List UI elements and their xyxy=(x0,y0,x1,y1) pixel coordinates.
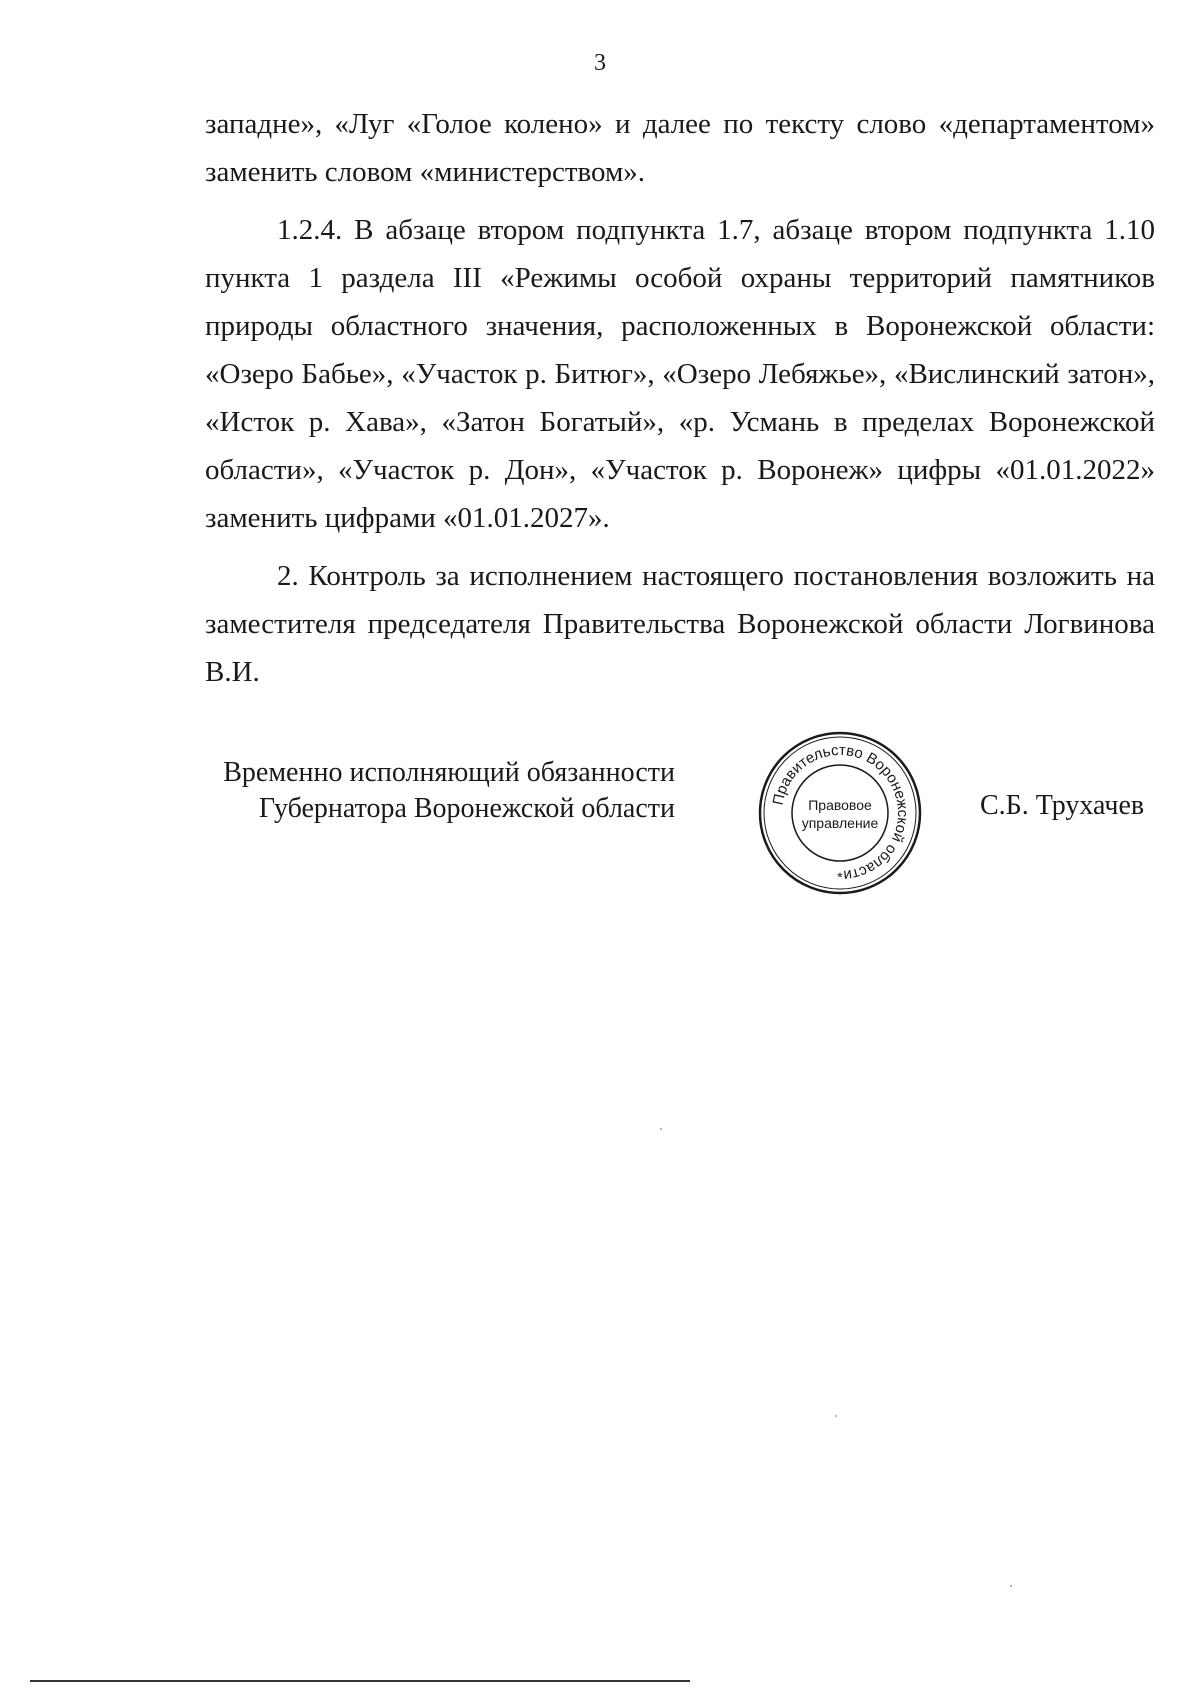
paragraph-1-2-4: 1.2.4. В абзаце втором подпункта 1.7, абзаце втором подпункта 1.10 пункта 1 раздела III «Режимы особой охраны территорий памятников природы областного значения, расположенных в Воронежской области: «Озеро Бабье», «Участок р. Битюг», «Озеро Лебяжье», «Вислинский затон», «Исток р. Хава», «Затон Богатый», «р. Усмань в пределах Воронежской области», «Участок р. Дон», «Участок р. Воронеж» цифры «01.01.2022» заменить цифрами «01.01.2027». xyxy=(205,214,1155,534)
seal-center-line2: управление xyxy=(801,815,879,831)
document-body xyxy=(205,100,1155,706)
signatory-title-line2: Губернатора Воронежской области xyxy=(258,793,675,824)
official-seal-stamp xyxy=(755,728,925,898)
paragraph-2: 2. Контроль за исполнением настоящего постановления возложить на заместителя председателя Правительства Воронежской области Логвинова В.И. xyxy=(205,560,1155,688)
seal-ring-text: Правительство Воронежской области xyxy=(769,741,912,884)
seal-center-line1: Правовое xyxy=(808,797,872,813)
signatory-title xyxy=(205,755,675,827)
paragraph-continuation: западне», «Луг «Голое колено» и далее по тексту слово «департаментом» заменить словом «министерством». xyxy=(205,108,1155,188)
page-number: 3 xyxy=(594,50,606,76)
signatory-name: С.Б. Трухачев xyxy=(980,790,1145,821)
signatory-title-line1: Временно исполняющий обязанности xyxy=(223,757,675,788)
scan-speck xyxy=(835,1415,837,1417)
seal-inner-ring xyxy=(792,765,888,861)
seal-star: * xyxy=(837,869,843,885)
seal-outer-ring-inner xyxy=(764,737,916,889)
scan-edge-line xyxy=(30,1680,690,1682)
scan-speck xyxy=(660,1128,662,1130)
scan-speck xyxy=(1010,1585,1012,1587)
